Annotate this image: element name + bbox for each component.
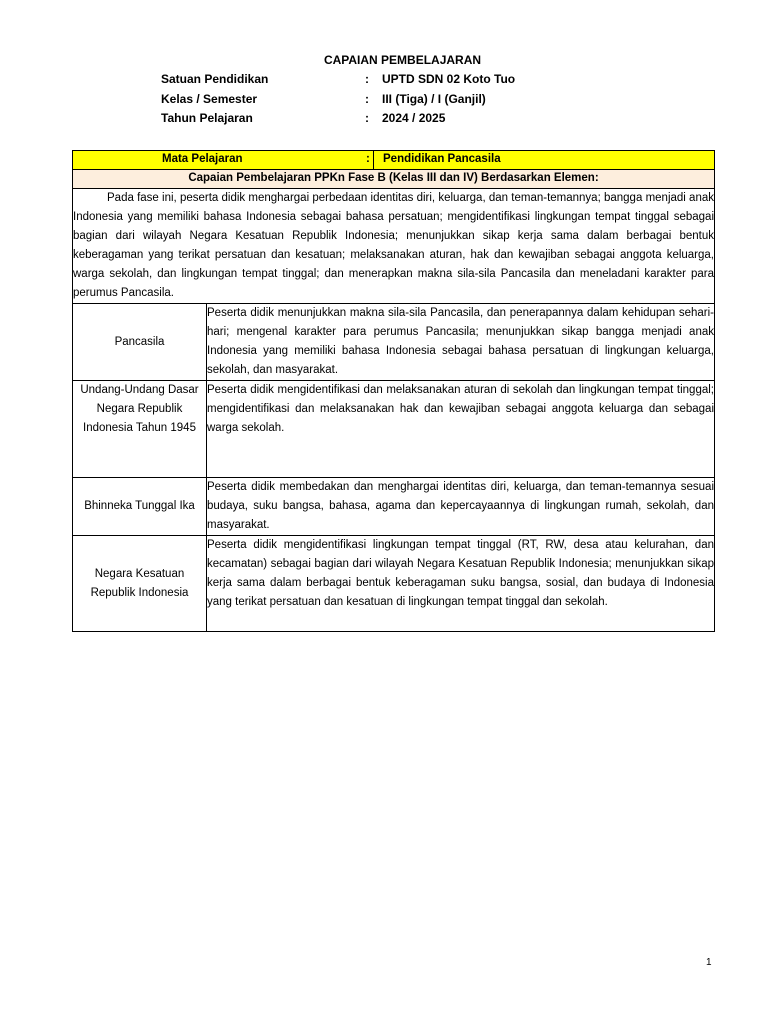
element-description: Peserta didik membedakan dan menghargai identitas diri, keluarga, dan teman-temannya sesuai budaya, suku bangsa, bahasa, agama dan kepercayaannya di lingkungan rumah, sekolah, dan masyarakat. <box>207 478 715 536</box>
element-description: Peserta didik mengidentifikasi lingkungan tempat tinggal (RT, RW, desa atau kelurahan, dan kecamatan) sebagai bagian dari wilayah Negara Kesatuan Republik Indonesia; menunjukkan sikap kerja sama dalam berbagai bentuk keberagaman suku bangsa, sosial, dan budaya di Indonesia yang terikat persatuan dan kesatuan di lingkungan tempat tinggal dan sekolah. <box>207 536 715 632</box>
meta-label: Kelas / Semester <box>161 92 258 106</box>
subject-row <box>73 151 715 170</box>
heading-row <box>73 170 715 189</box>
element-name: Bhinneka Tunggal Ika <box>73 478 207 536</box>
intro-text: Pada fase ini, peserta didik menghargai perbedaan identitas diri, keluarga, dan teman-temannya; bangga menjadi anak Indonesia yang memiliki bahasa Indonesia sebagai bahasa persatuan; mengidentifikasi lingkungan tempat tinggal sebagai bagian dari wilayah Negara Kesatuan Republik Indonesia; menunjukkan sikap kerja sama dalam berbagai bentuk keberagaman yang terikat persatuan dan kesatuan; melaksanakan aturan, hak dan kewajiban sebagai anggota keluarga, warga sekolah, dan lingkungan tempat tinggal; dan menerapkan makna sila-sila Pancasila dan meneladani karakter para perumus Pancasila. <box>73 192 714 299</box>
element-name: Undang-Undang Dasar Negara Republik Indonesia Tahun 1945 <box>73 381 207 478</box>
meta-value: III (Tiga) / I (Ganjil) <box>382 92 486 106</box>
subject-value: Pendidikan Pancasila <box>383 153 501 165</box>
table-row <box>73 478 715 536</box>
table-row <box>73 304 715 381</box>
meta-value: UPTD SDN 02 Koto Tuo <box>382 72 516 86</box>
subject-colon: : <box>366 153 370 165</box>
element-description: Peserta didik menunjukkan makna sila-sila Pancasila, dan penerapannya dalam kehidupan sehari-hari; mengenal karakter para perumus Pancasila; menunjukkan sikap bangga menjadi anak Indonesia yang memiliki bahasa Indonesia sebagai bahasa persatuan di lingkungan keluarga, sekolah, dan masyarakat. <box>207 304 715 381</box>
subject-divider <box>373 151 374 169</box>
table-heading: Capaian Pembelajaran PPKn Fase B (Kelas III dan IV) Berdasarkan Elemen: <box>73 170 715 189</box>
meta-colon: : <box>365 92 369 106</box>
element-description: Peserta didik mengidentifikasi dan melaksanakan aturan di sekolah dan lingkungan tempat tinggal; mengidentifikasi dan melaksanakan hak dan kewajiban sebagai anggota keluarga dan sebagai warga sekolah. <box>207 381 715 478</box>
table-row <box>73 381 715 478</box>
subject-label: Mata Pelajaran <box>162 153 243 165</box>
learning-outcomes-table <box>72 150 715 632</box>
intro-row <box>73 189 715 304</box>
page-number: 1 <box>706 957 712 968</box>
meta-label: Tahun Pelajaran <box>161 111 253 125</box>
meta-colon: : <box>365 72 369 86</box>
meta-label: Satuan Pendidikan <box>161 72 269 86</box>
table-row <box>73 536 715 632</box>
document-title: CAPAIAN PEMBELAJARAN <box>323 53 482 67</box>
element-name: Pancasila <box>73 304 207 381</box>
meta-value: 2024 / 2025 <box>382 111 446 125</box>
meta-colon: : <box>365 111 369 125</box>
element-name: Negara Kesatuan Republik Indonesia <box>73 536 207 632</box>
